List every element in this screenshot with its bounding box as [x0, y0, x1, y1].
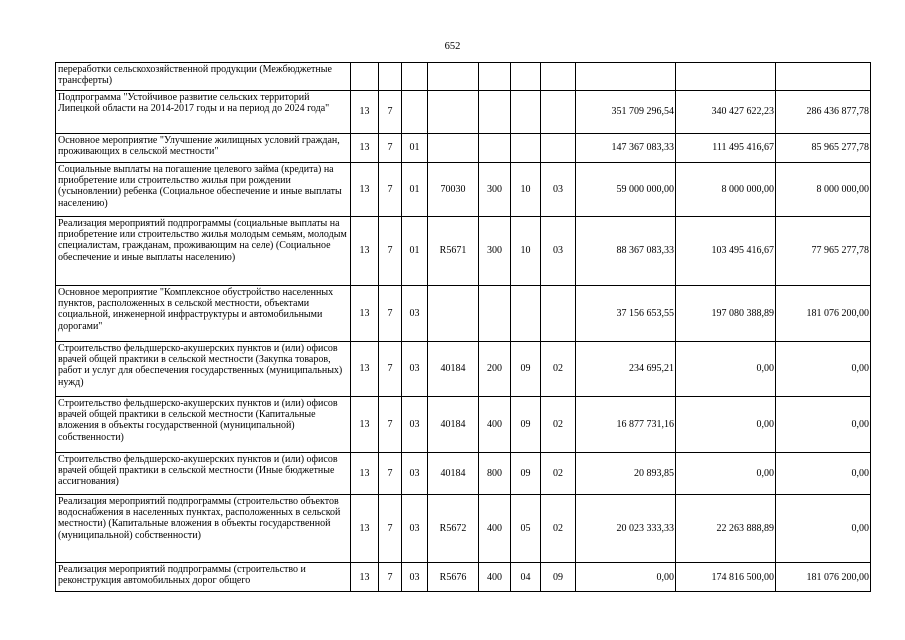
amount-year2-cell — [676, 63, 776, 91]
direction-code-cell: 40184 — [428, 342, 479, 397]
amount-year2-cell: 22 263 888,89 — [676, 495, 776, 563]
direction-code-cell — [428, 134, 479, 163]
gp-code-cell: 13 — [351, 342, 379, 397]
gp-code-cell: 13 — [351, 563, 379, 592]
activity-code-cell: 01 — [402, 163, 428, 217]
gp-code-cell: 13 — [351, 91, 379, 134]
amount-year1-cell: 37 156 653,55 — [576, 286, 676, 342]
amount-year3-cell: 0,00 — [776, 453, 871, 495]
amount-year1-cell: 147 367 083,33 — [576, 134, 676, 163]
amount-year3-cell: 8 000 000,00 — [776, 163, 871, 217]
amount-year2-cell: 8 000 000,00 — [676, 163, 776, 217]
expense-type-cell — [479, 286, 511, 342]
amount-year3-cell: 77 965 277,78 — [776, 217, 871, 286]
expense-type-cell: 200 — [479, 342, 511, 397]
amount-year3-cell: 0,00 — [776, 397, 871, 453]
expense-type-cell: 300 — [479, 163, 511, 217]
budget-table — [55, 62, 871, 592]
subprogram-code-cell: 7 — [379, 134, 402, 163]
subprogram-code-cell: 7 — [379, 342, 402, 397]
amount-year3-cell: 181 076 200,00 — [776, 286, 871, 342]
amount-year1-cell: 59 000 000,00 — [576, 163, 676, 217]
expense-type-cell — [479, 63, 511, 91]
row-name-cell: Реализация мероприятий подпрограммы (социальные выплаты на приобретение или строительство жилья молодым семьям, молодым специалистам, гражданам, проживающим на селе) (Социальное обеспечение и иные выплаты населению) — [56, 217, 351, 286]
activity-code-cell: 03 — [402, 495, 428, 563]
section-code-cell: 04 — [511, 563, 541, 592]
row-name-cell: переработки сельскохозяйственной продукции (Межбюджетные трансферты) — [56, 63, 351, 91]
expense-type-cell: 400 — [479, 563, 511, 592]
gp-code-cell: 13 — [351, 217, 379, 286]
subsection-code-cell: 02 — [541, 397, 576, 453]
direction-code-cell: R5672 — [428, 495, 479, 563]
direction-code-cell: 40184 — [428, 453, 479, 495]
amount-year1-cell — [576, 63, 676, 91]
row-name-cell: Строительство фельдшерско-акушерских пунктов и (или) офисов врачей общей практики в сельской местности (Иные бюджетные ассигнования) — [56, 453, 351, 495]
row-name-cell: Реализация мероприятий подпрограммы (строительство и реконструкция автомобильных дорог общего — [56, 563, 351, 592]
expense-type-cell: 400 — [479, 495, 511, 563]
expense-type-cell — [479, 91, 511, 134]
gp-code-cell: 13 — [351, 453, 379, 495]
amount-year3-cell — [776, 63, 871, 91]
direction-code-cell — [428, 63, 479, 91]
direction-code-cell — [428, 286, 479, 342]
amount-year3-cell: 0,00 — [776, 495, 871, 563]
amount-year3-cell: 181 076 200,00 — [776, 563, 871, 592]
table-row — [56, 63, 871, 91]
activity-code-cell: 03 — [402, 563, 428, 592]
subsection-code-cell: 02 — [541, 495, 576, 563]
subprogram-code-cell: 7 — [379, 397, 402, 453]
amount-year2-cell: 197 080 388,89 — [676, 286, 776, 342]
gp-code-cell: 13 — [351, 163, 379, 217]
table-row — [56, 397, 871, 453]
activity-code-cell: 03 — [402, 286, 428, 342]
direction-code-cell: R5671 — [428, 217, 479, 286]
table-row — [56, 91, 871, 134]
row-name-cell: Реализация мероприятий подпрограммы (строительство объектов водоснабжения в населенных пунктах, расположенных в сельской местности) (Капитальные вложения в объекты государственной (муниципальной) собственности) — [56, 495, 351, 563]
table-row — [56, 163, 871, 217]
subprogram-code-cell: 7 — [379, 495, 402, 563]
section-code-cell — [511, 134, 541, 163]
row-name-cell: Строительство фельдшерско-акушерских пунктов и (или) офисов врачей общей практики в сельской местности (Закупка товаров, работ и услуг для обеспечения государственных (муниципальных) нужд) — [56, 342, 351, 397]
gp-code-cell: 13 — [351, 134, 379, 163]
table-row — [56, 453, 871, 495]
amount-year1-cell: 20 023 333,33 — [576, 495, 676, 563]
section-code-cell — [511, 91, 541, 134]
subsection-code-cell — [541, 91, 576, 134]
table-row — [56, 342, 871, 397]
amount-year2-cell: 0,00 — [676, 453, 776, 495]
table-row — [56, 563, 871, 592]
subprogram-code-cell: 7 — [379, 563, 402, 592]
subprogram-code-cell: 7 — [379, 217, 402, 286]
subsection-code-cell — [541, 286, 576, 342]
section-code-cell: 09 — [511, 342, 541, 397]
subprogram-code-cell: 7 — [379, 91, 402, 134]
row-name-cell: Основное мероприятие "Улучшение жилищных условий граждан, проживающих в сельской местности" — [56, 134, 351, 163]
amount-year2-cell: 111 495 416,67 — [676, 134, 776, 163]
amount-year1-cell: 234 695,21 — [576, 342, 676, 397]
row-name-cell: Основное мероприятие "Комплексное обустройство населенных пунктов, расположенных в сельской местности, объектами социальной, инженерной инфраструктуры и автомобильными дорогами" — [56, 286, 351, 342]
amount-year1-cell: 351 709 296,54 — [576, 91, 676, 134]
gp-code-cell: 13 — [351, 286, 379, 342]
section-code-cell — [511, 286, 541, 342]
row-name-cell: Строительство фельдшерско-акушерских пунктов и (или) офисов врачей общей практики в сельской местности (Капитальные вложения в объекты государственной (муниципальной) собственности) — [56, 397, 351, 453]
amount-year2-cell: 340 427 622,23 — [676, 91, 776, 134]
amount-year1-cell: 20 893,85 — [576, 453, 676, 495]
activity-code-cell — [402, 91, 428, 134]
subsection-code-cell — [541, 63, 576, 91]
amount-year2-cell: 174 816 500,00 — [676, 563, 776, 592]
amount-year3-cell: 85 965 277,78 — [776, 134, 871, 163]
gp-code-cell — [351, 63, 379, 91]
gp-code-cell: 13 — [351, 397, 379, 453]
amount-year2-cell: 0,00 — [676, 397, 776, 453]
activity-code-cell: 03 — [402, 397, 428, 453]
activity-code-cell: 01 — [402, 134, 428, 163]
gp-code-cell: 13 — [351, 495, 379, 563]
row-name-cell: Социальные выплаты на погашение целевого займа (кредита) на приобретение или строительство жилья при рождении (усыновлении) ребенка (Социальное обеспечение и иные выплаты населению) — [56, 163, 351, 217]
activity-code-cell — [402, 63, 428, 91]
page-number: 652 — [444, 41, 461, 52]
row-name-cell: Подпрограмма "Устойчивое развитие сельских территорий Липецкой области на 2014-2017 годы и на период до 2024 года" — [56, 91, 351, 134]
subprogram-code-cell: 7 — [379, 286, 402, 342]
section-code-cell — [511, 63, 541, 91]
amount-year3-cell: 0,00 — [776, 342, 871, 397]
amount-year1-cell: 16 877 731,16 — [576, 397, 676, 453]
expense-type-cell — [479, 134, 511, 163]
subsection-code-cell: 02 — [541, 453, 576, 495]
section-code-cell: 10 — [511, 217, 541, 286]
activity-code-cell: 03 — [402, 342, 428, 397]
section-code-cell: 09 — [511, 453, 541, 495]
subsection-code-cell — [541, 134, 576, 163]
subsection-code-cell: 09 — [541, 563, 576, 592]
subprogram-code-cell: 7 — [379, 453, 402, 495]
activity-code-cell: 03 — [402, 453, 428, 495]
amount-year2-cell: 0,00 — [676, 342, 776, 397]
table-row — [56, 286, 871, 342]
section-code-cell: 09 — [511, 397, 541, 453]
expense-type-cell: 300 — [479, 217, 511, 286]
section-code-cell: 05 — [511, 495, 541, 563]
subsection-code-cell: 03 — [541, 163, 576, 217]
amount-year3-cell: 286 436 877,78 — [776, 91, 871, 134]
direction-code-cell — [428, 91, 479, 134]
table-row — [56, 134, 871, 163]
direction-code-cell: R5676 — [428, 563, 479, 592]
amount-year1-cell: 0,00 — [576, 563, 676, 592]
subsection-code-cell: 03 — [541, 217, 576, 286]
table-row — [56, 217, 871, 286]
subprogram-code-cell — [379, 63, 402, 91]
direction-code-cell: 70030 — [428, 163, 479, 217]
direction-code-cell: 40184 — [428, 397, 479, 453]
subsection-code-cell: 02 — [541, 342, 576, 397]
amount-year2-cell: 103 495 416,67 — [676, 217, 776, 286]
amount-year1-cell: 88 367 083,33 — [576, 217, 676, 286]
subprogram-code-cell: 7 — [379, 163, 402, 217]
section-code-cell: 10 — [511, 163, 541, 217]
expense-type-cell: 800 — [479, 453, 511, 495]
table-row — [56, 495, 871, 563]
expense-type-cell: 400 — [479, 397, 511, 453]
activity-code-cell: 01 — [402, 217, 428, 286]
